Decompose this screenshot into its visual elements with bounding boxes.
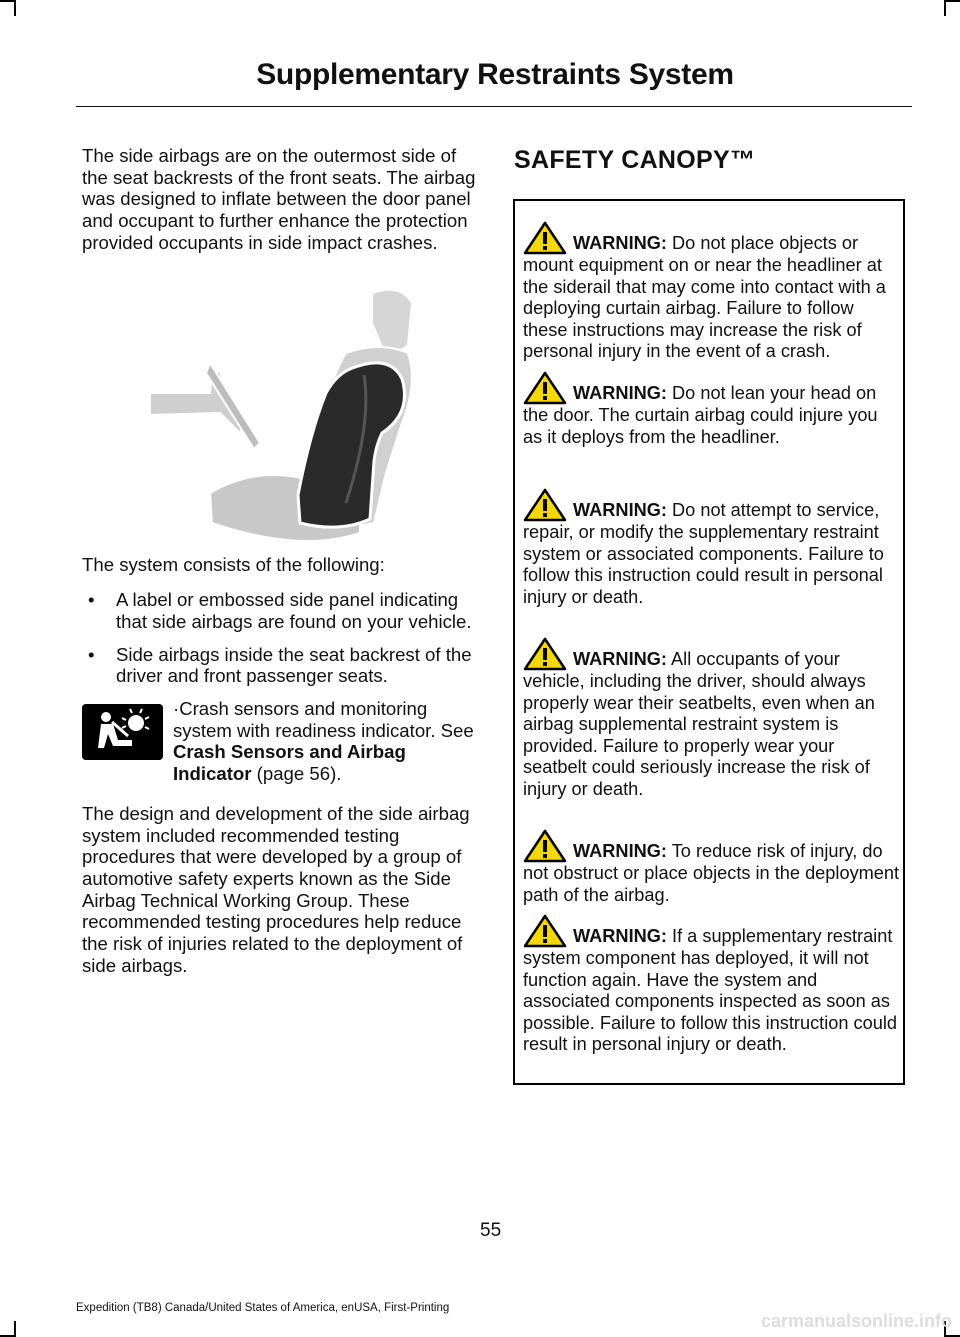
list-item-text: Side airbags inside the seat backrest of the driver and front passenger seats. bbox=[116, 643, 472, 687]
warning-text: Do not attempt to service, repair, or modify the supplementary restraint system or associated components. Failure to follow this instruction could result in personal injury or death. bbox=[523, 500, 884, 607]
warning-label: WARNING: bbox=[573, 926, 667, 946]
warning-triangle-icon bbox=[523, 637, 567, 671]
crop-mark bbox=[14, 0, 16, 16]
page-title: Supplementary Restraints System bbox=[256, 58, 734, 91]
list-item-text: A label or embossed side panel indicating that side airbags are found on your vehicle. bbox=[116, 589, 472, 632]
warning-text: If a supplementary restraint system component has deployed, it will not function again. Have the system and associated components inspected as soon as possible. Failure to follow this instruction could result in personal injury or death. bbox=[523, 926, 898, 1055]
component-list bbox=[82, 589, 478, 687]
warning-item bbox=[523, 829, 901, 906]
warning-label: WARNING: bbox=[573, 500, 667, 520]
crash-sensor-text: ·Crash sensors and monitoring system with readiness indicator. See bbox=[173, 698, 474, 741]
bullet: • bbox=[88, 589, 95, 611]
warning-label: WARNING: bbox=[573, 383, 667, 403]
page-number: 55 bbox=[480, 1220, 502, 1241]
warning-triangle-icon bbox=[523, 914, 567, 948]
left-column bbox=[82, 145, 478, 976]
crop-mark bbox=[946, 0, 960, 2]
airbag-indicator-icon bbox=[82, 704, 163, 760]
cross-reference-link[interactable]: Crash Sensors and Airbag Indicator bbox=[173, 741, 406, 785]
edition-footer: Expedition (TB8) Canada/United States of America, enUSA, First-Printing bbox=[76, 1302, 450, 1314]
warning-item bbox=[523, 637, 901, 801]
warning-triangle-icon bbox=[523, 488, 567, 522]
design-paragraph: The design and development of the side airbag system included recommended testing procedures that were developed by a group of automotive safety experts known as the Side Airbag Technical Working Group. These recommended testing procedures help reduce the risk of injuries related to the deployment of side airbags. bbox=[82, 802, 470, 976]
bullet: • bbox=[88, 643, 95, 665]
crash-sensor-row bbox=[82, 698, 478, 785]
side-airbag-seat-illustration bbox=[150, 283, 468, 558]
list-item bbox=[82, 589, 478, 632]
warning-item bbox=[523, 221, 901, 363]
section-heading: SAFETY CANOPY™ bbox=[514, 146, 756, 174]
list-item bbox=[82, 644, 478, 687]
warning-triangle-icon bbox=[523, 371, 567, 405]
warning-box bbox=[513, 199, 905, 1085]
warning-text: Do not lean your head on the door. The curtain airbag could injure you as it deploys from the headliner. bbox=[523, 383, 878, 447]
warning-label: WARNING: bbox=[573, 841, 667, 861]
warning-item bbox=[523, 488, 901, 608]
warning-text: All occupants of your vehicle, including the driver, should always properly wear their seatbelts, even when an airbag supplemental restraint system is provided. Failure to properly wear your seatbelt could seriously increase the risk of injury or death. bbox=[523, 649, 875, 799]
warning-triangle-icon bbox=[523, 829, 567, 863]
warning-label: WARNING: bbox=[573, 649, 667, 669]
warning-label: WARNING: bbox=[573, 233, 667, 253]
header-rule bbox=[76, 106, 912, 107]
watermark: carmanualsonline.info bbox=[760, 1311, 952, 1331]
warning-triangle-icon bbox=[523, 221, 567, 255]
page-reference: (page 56). bbox=[251, 763, 342, 785]
crop-mark bbox=[0, 0, 14, 2]
warning-text: Do not place objects or mount equipment on or near the headliner at the siderail that may come into contact with a deploying curtain airbag. Failure to follow these instructions may increase the risk of personal injury in the event of a crash. bbox=[523, 233, 886, 362]
crop-mark bbox=[944, 0, 946, 16]
system-intro: The system consists of the following: bbox=[82, 553, 385, 575]
warning-item bbox=[523, 914, 901, 1056]
intro-paragraph: The side airbags are on the outermost side of the seat backrests of the front seats. The airbag was designed to inflate between the door panel and occupant to further enhance the protection provided occupants in side impact crashes. bbox=[82, 145, 476, 253]
crop-mark bbox=[14, 1321, 16, 1337]
warning-item bbox=[523, 371, 901, 448]
warning-text: To reduce risk of injury, do not obstruct or place objects in the deployment path of the airbag. bbox=[523, 841, 900, 905]
